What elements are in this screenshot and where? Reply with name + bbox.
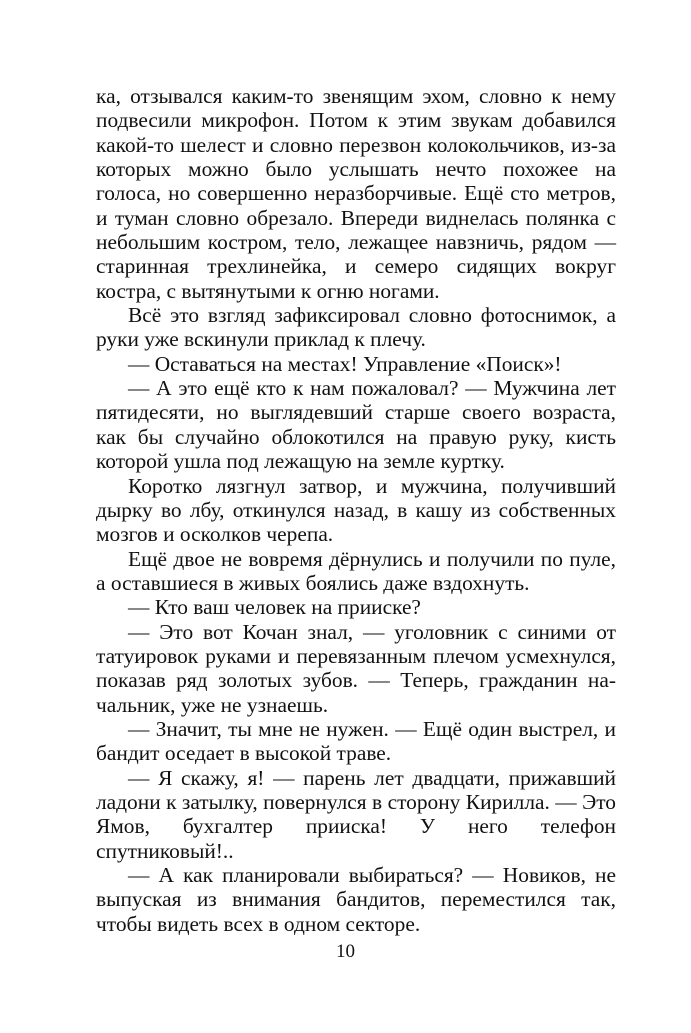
paragraph-4: — А это ещё кто к нам пожаловал? — Мужчина лет пятидесяти, но выглядевший старше своего возраста, как бы случайно облокотился на правую руку, кисть которой ушла под лежащую на земле куртку. <box>96 376 616 474</box>
paragraph-10: — Я скажу, я! — парень лет двадцати, прижавший ладони к затылку, повернулся в сторону Кирилла. — Это Ямов, бухгалтер прииска! У него телефон спутниковый!.. <box>96 765 616 863</box>
paragraph-8: — Это вот Кочан знал, — уголовник с синими от татуировок руками и перевязанным плечом усмехнулся, показав ряд золотых зубов. — Теперь, гражданин начальник, уже не узнаешь. <box>96 619 616 717</box>
body-text <box>96 84 616 936</box>
page-number: 10 <box>336 941 355 962</box>
paragraph-7: — Кто ваш человек на прииске? <box>128 595 421 620</box>
paragraph-1: ка, отзывался каким-то звенящим эхом, словно к нему подвесили микрофон. Потом к этим звукам добавился какой-то шелест и словно перезвон колокольчиков, из-за которых можно было услышать нечто похожее на голоса, но совершенно неразборчивые. Ещё сто метров, и туман словно обрезало. Впереди виднелась полянка с небольшим костром, тело, лежащее навзничь, рядом — старинная трехлинейка, и семеро сидящих вокруг костра, с вытянутыми к огню ногами. <box>96 84 616 303</box>
paragraph-9: — Значит, ты мне не нужен. — Ещё один выстрел, и бандит оседает в высокой траве. <box>96 716 616 766</box>
paragraph-6: Ещё двое не вовремя дёрнулись и получили по пуле, а оставшиеся в живых боялись даже вздохнуть. <box>96 546 616 595</box>
paragraph-3: — Оставаться на местах! Управление «Поиск»! <box>128 351 562 376</box>
paragraph-2: Всё это взгляд зафиксировал словно фотоснимок, а руки уже вскинули приклад к плечу. <box>96 303 616 352</box>
paragraph-11: — А как планировали выбираться? — Новиков, не выпуская из внимания бандитов, переместился так, чтобы видеть всех в одном секторе. <box>96 863 616 936</box>
paragraph-5: Коротко лязгнул затвор, и мужчина, получивший дырку во лбу, откинулся назад, в кашу из собственных мозгов и осколков черепа. <box>96 473 616 547</box>
